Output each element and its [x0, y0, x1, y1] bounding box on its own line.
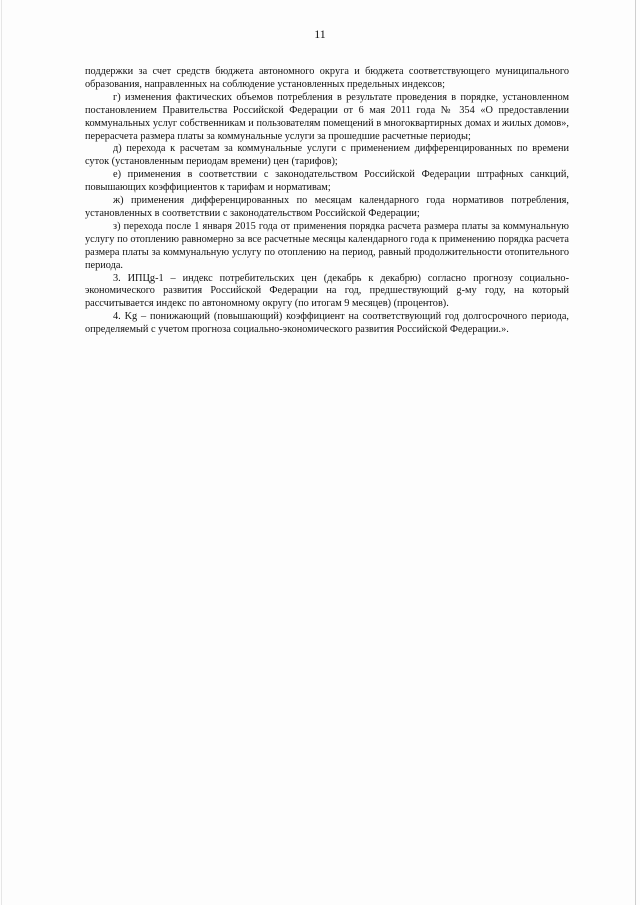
- paragraph-continuation: поддержки за счет средств бюджета автономного округа и бюджета соответствующего муниципального образования, направленных на соблюдение установленных предельных индексов;: [85, 66, 569, 90]
- page-right-edge: [635, 0, 636, 905]
- paragraph-item-e: е) применения в соответствии с законодательством Российской Федерации штрафных санкций, повышающих коэффициентов к тарифам и нормативам;: [85, 169, 569, 194]
- document-body: [85, 66, 569, 337]
- page-number: 11: [314, 27, 326, 41]
- paragraph-item-zh: ж) применения дифференцированных по месяцам календарного года нормативов потребления, установленных в соответствии с законодательством Российской Федерации;: [85, 195, 569, 219]
- paragraph-item-g: г) изменения фактических объемов потребления в результате проведения в порядке, установленном постановлением Правительства Российской Федерации от 6 мая 2011 года № 354 «О предоставлении коммунальных услуг собственникам и пользователям помещений в многоквартирных домах и жилых домов», перерасчета размера платы за коммунальные услуги за прошедшие расчетные периоды;: [85, 91, 569, 142]
- paragraph-item-z: з) перехода после 1 января 2015 года от применения порядка расчета размера платы за коммунальную услугу по отоплению равномерно за все расчетные месяцы календарного года к применению порядка расчета размера платы за коммунальную услугу по отоплению на период, равный продолжительности отопительного периода.: [85, 220, 569, 271]
- paragraph-point-3: 3. ИПЦg-1 – индекс потребительских цен (декабрь к декабрю) согласно прогнозу социально-экономического развития Российской Федерации на год, предшествующий g-му году, на который рассчитывается индекс по автономному округу (по итогам 9 месяцев) (процентов).: [85, 272, 569, 310]
- paragraph-item-d: д) перехода к расчетам за коммунальные услуги с применением дифференцированных по времени суток (установленным периодам времени) цен (тарифов);: [85, 143, 569, 168]
- page-left-edge: [1, 0, 2, 905]
- paragraph-point-4: 4. Kg – понижающий (повышающий) коэффициент на соответствующий год долгосрочного периода, определяемый с учетом прогноза социально-экономического развития Российской Федерации.».: [85, 311, 569, 336]
